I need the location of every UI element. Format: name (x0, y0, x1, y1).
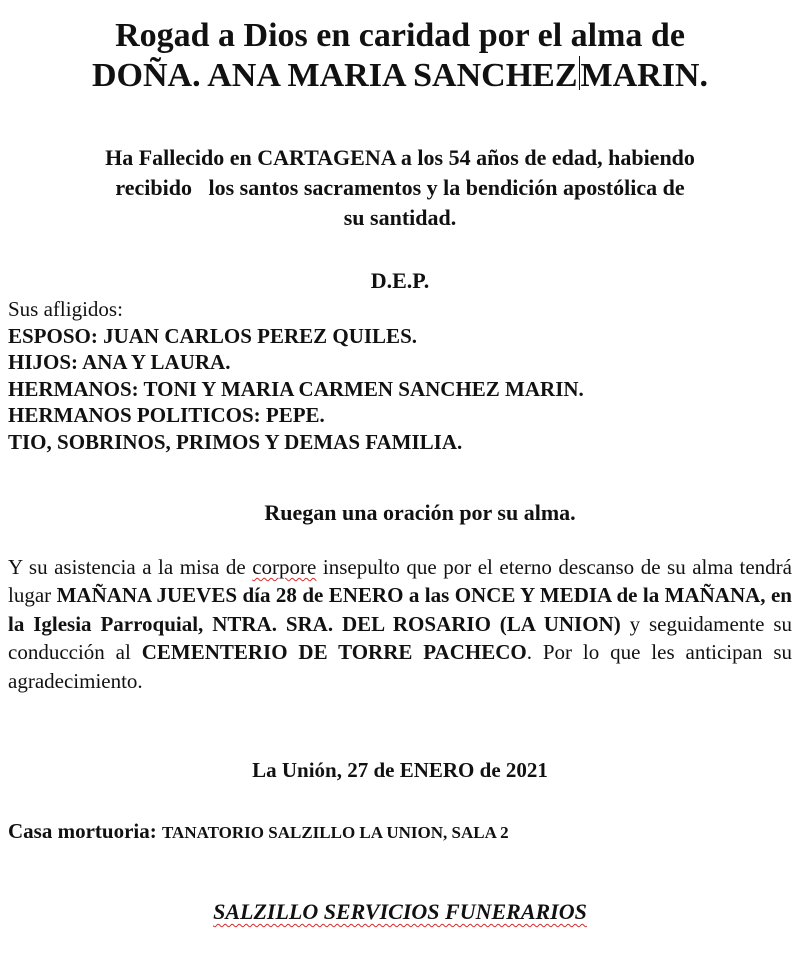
announcement-line: recibido los santos sacramentos y la bendición apostólica de (115, 175, 685, 200)
mass-text: . Por lo que les anticipan su agradecimiento. (8, 640, 793, 693)
deceased-name-part: DOÑA. ANA MARIA SANCHEZ (92, 57, 578, 94)
date-line: La Unión, 27 de ENERO de 2021 (252, 758, 548, 782)
announcement-line: Ha Fallecido en CARTAGENA a los 54 años de edad, habiendo (105, 145, 695, 170)
notice-title (0, 16, 800, 96)
funeral-home-label: Casa mortuoria: (8, 819, 162, 843)
mass-paragraph (8, 553, 792, 695)
cemetery-name: CEMENTERIO DE TORRE PACHECO (141, 640, 527, 665)
family-line: HERMANOS POLITICOS: PEPE. (8, 403, 325, 427)
prayer-request: Ruegan una oración por su alma. (264, 500, 576, 525)
deceased-name (0, 56, 800, 96)
funeral-home-value: TANATORIO SALZILLO LA UNION, SALA 2 (161, 823, 509, 842)
funeral-company (0, 898, 800, 926)
mass-text: Y su asistencia a la misa de (8, 555, 253, 579)
mourners-intro: Sus afligidos: (8, 297, 123, 321)
dep-heading: D.E.P. (370, 268, 430, 293)
misspelled-word: corpore (252, 555, 317, 579)
funeral-home (8, 818, 788, 847)
title-line: Rogad a Dios en caridad por el alma de (115, 17, 685, 54)
mass-text: y seguidamente su conducción al (8, 611, 792, 665)
death-announcement (0, 143, 800, 233)
announcement-line: su santidad. (343, 205, 457, 230)
family-line: TIO, SOBRINOS, PRIMOS Y DEMAS FAMILIA. (8, 429, 463, 454)
text-cursor (579, 56, 580, 90)
funeral-company-name: SALZILLO SERVICIOS FUNERARIOS (213, 899, 587, 924)
mass-datetime-location: MAÑANA JUEVES día 28 de ENERO a las ONCE Y MEDIA de la MAÑANA, en la Iglesia Parroquial, NTRA. SRA. DEL ROSARIO (LA UNION) (8, 583, 792, 636)
family-line: HERMANOS: TONI Y MARIA CARMEN SANCHEZ MARIN. (8, 376, 584, 401)
deceased-name-part: MARIN. (580, 57, 708, 94)
family-line: HIJOS: ANA Y LAURA. (8, 350, 231, 374)
family-line: ESPOSO: JUAN CARLOS PEREZ QUILES. (8, 323, 417, 348)
mourners-list (8, 296, 788, 455)
mass-text: insepulto que por el eterno descanso de su alma tendrá lugar (8, 555, 793, 608)
